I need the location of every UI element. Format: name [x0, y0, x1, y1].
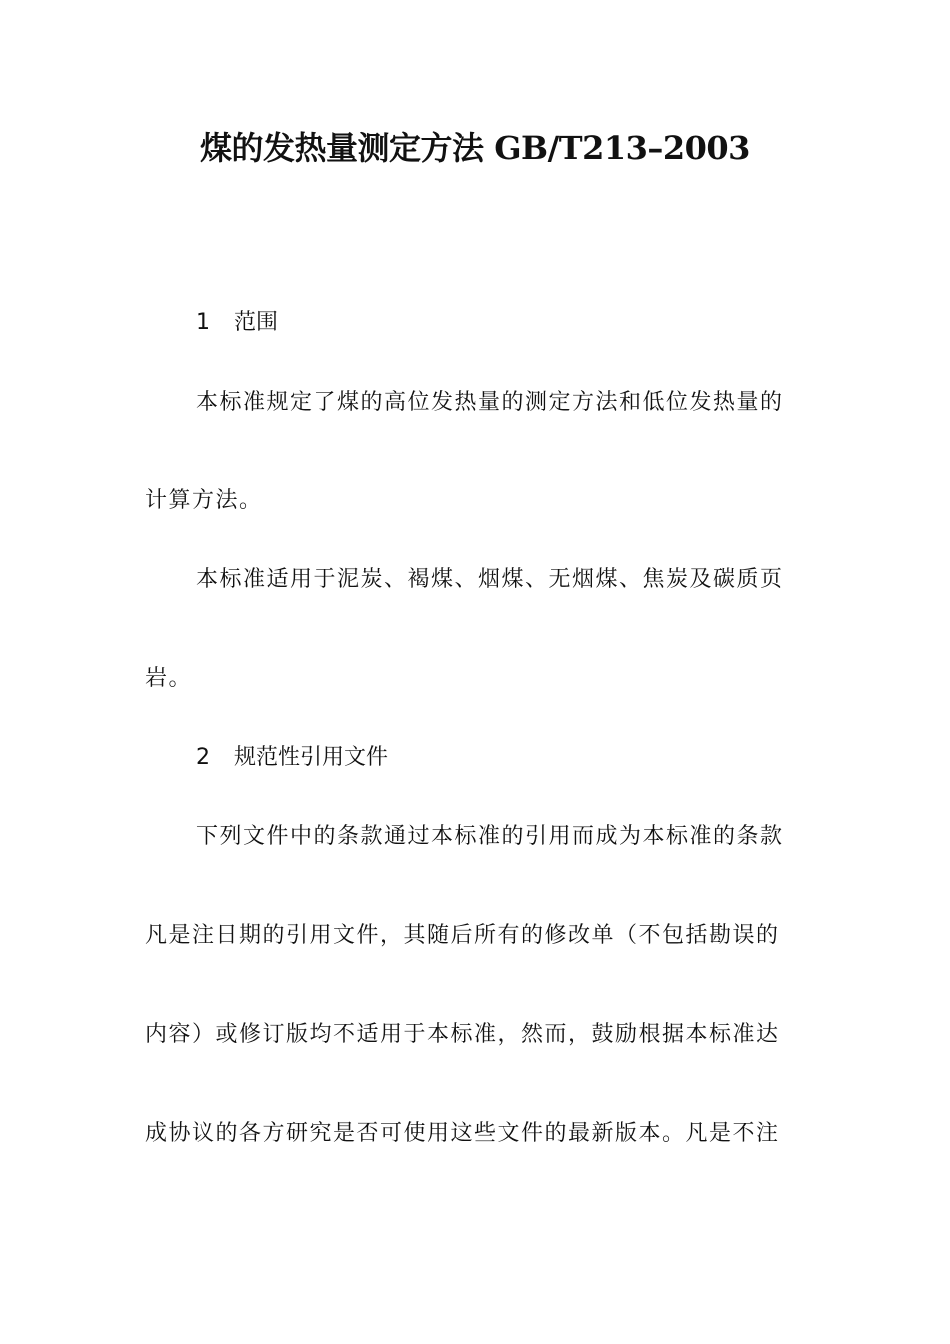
section-title: 范围 [234, 310, 279, 335]
document-title: 煤的发热量测定方法 GB/T213–2003 [200, 129, 750, 167]
paragraph-line: 成协议的各方研究是否可使用这些文件的最新版本。凡是不注 [145, 1121, 780, 1146]
section-heading-scope [196, 308, 278, 338]
paragraph-line: 内容）或修订版均不适用于本标准，然而，鼓励根据本标准达 [145, 1022, 780, 1047]
paragraph-line: 计算方法。 [145, 488, 263, 513]
paragraph-line: 下列文件中的条款通过本标准的引用而成为本标准的条款 [196, 824, 784, 849]
section-title: 规范性引用文件 [234, 745, 389, 770]
section-heading-normative-references [196, 743, 388, 773]
paragraph-line: 本标准适用于泥炭、褐煤、烟煤、无烟煤、焦炭及碳质页 [196, 567, 784, 592]
section-number: 2 [196, 745, 210, 770]
paragraph-line: 本标准规定了煤的高位发热量的测定方法和低位发热量的 [196, 390, 784, 415]
section-number: 1 [196, 310, 210, 335]
paragraph-line: 岩。 [145, 666, 193, 691]
paragraph-line: 凡是注日期的引用文件，其随后所有的修改单（不包括勘误的 [145, 923, 780, 948]
